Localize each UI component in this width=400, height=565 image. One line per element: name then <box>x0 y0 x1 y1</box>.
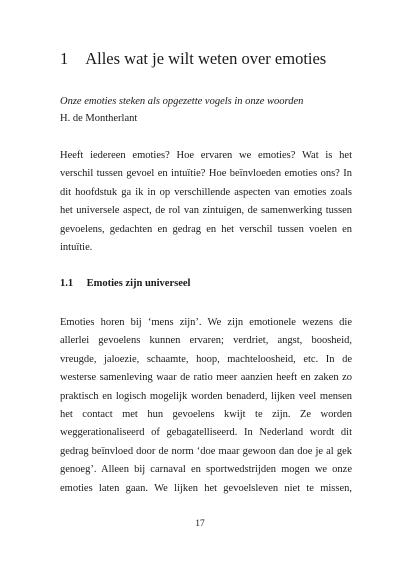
text-line: het contact met hun gevoelens kwijt te zijn. Ze worden <box>60 408 352 420</box>
section-heading <box>60 276 352 292</box>
text-line: Heeft iedereen emoties? Hoe ervaren we emoties? Wat is het <box>60 150 352 161</box>
text-line: praktisch en logisch mogelijk worden benaderd, lijken veel mensen <box>60 390 352 402</box>
text-line: weggerationaliseerd of gebagatelliseerd. In Nederland wordt dit <box>60 427 352 439</box>
intro-paragraph <box>60 147 352 257</box>
text-line: emoties laten gaan. We lijken het gevoelsleven niet te missen, <box>60 482 352 494</box>
text-line: allerlei gevoelens kunnen ervaren; verdriet, angst, boosheid, <box>60 335 352 347</box>
text-line: genoeg’. Alleen bij carnaval en sportwedstrijden mogen we onze <box>60 464 352 476</box>
section-number: 1.1 <box>60 278 74 289</box>
text-line: westerse samenleving waar de ratio meer aanzien heeft en zaken zo <box>60 372 352 384</box>
section-paragraph <box>60 314 352 498</box>
text-line: vreugde, jaloezie, schaamte, hoop, machteloosheid, etc. In de <box>60 353 352 365</box>
epigraph-quote: Onze emoties steken als opgezette vogels in onze woorden <box>60 96 304 107</box>
text-line: Emoties horen bij ‘mens zijn’. We zijn emotionele wezens die <box>60 317 352 328</box>
text-line: gevoelens, gedachten en gedrag en het verschil tussen voelen en <box>60 223 352 235</box>
text-line: dit hoofdstuk ga ik in op verschillende aspecten van emoties zoals <box>60 186 352 198</box>
section-title: Emoties zijn universeel <box>86 278 191 289</box>
text-line: gedrag beïnvloed door de norm ‘doe maar gewoon dan doe je al gek <box>60 445 352 457</box>
chapter-heading <box>60 48 360 70</box>
text-line: verschil tussen gevoel en intuïtie? Hoe beïnvloeden emoties ons? In <box>60 168 352 180</box>
chapter-title: Alles wat je wilt weten over emoties <box>85 49 327 68</box>
text-line: intuïtie. <box>60 241 93 253</box>
epigraph-author: H. de Montherlant <box>60 113 138 124</box>
text-line: het universele aspect, de rol van zintuigen, de samenwerking tussen <box>60 205 352 217</box>
page-number: 17 <box>195 519 205 529</box>
chapter-number: 1 <box>60 49 69 68</box>
